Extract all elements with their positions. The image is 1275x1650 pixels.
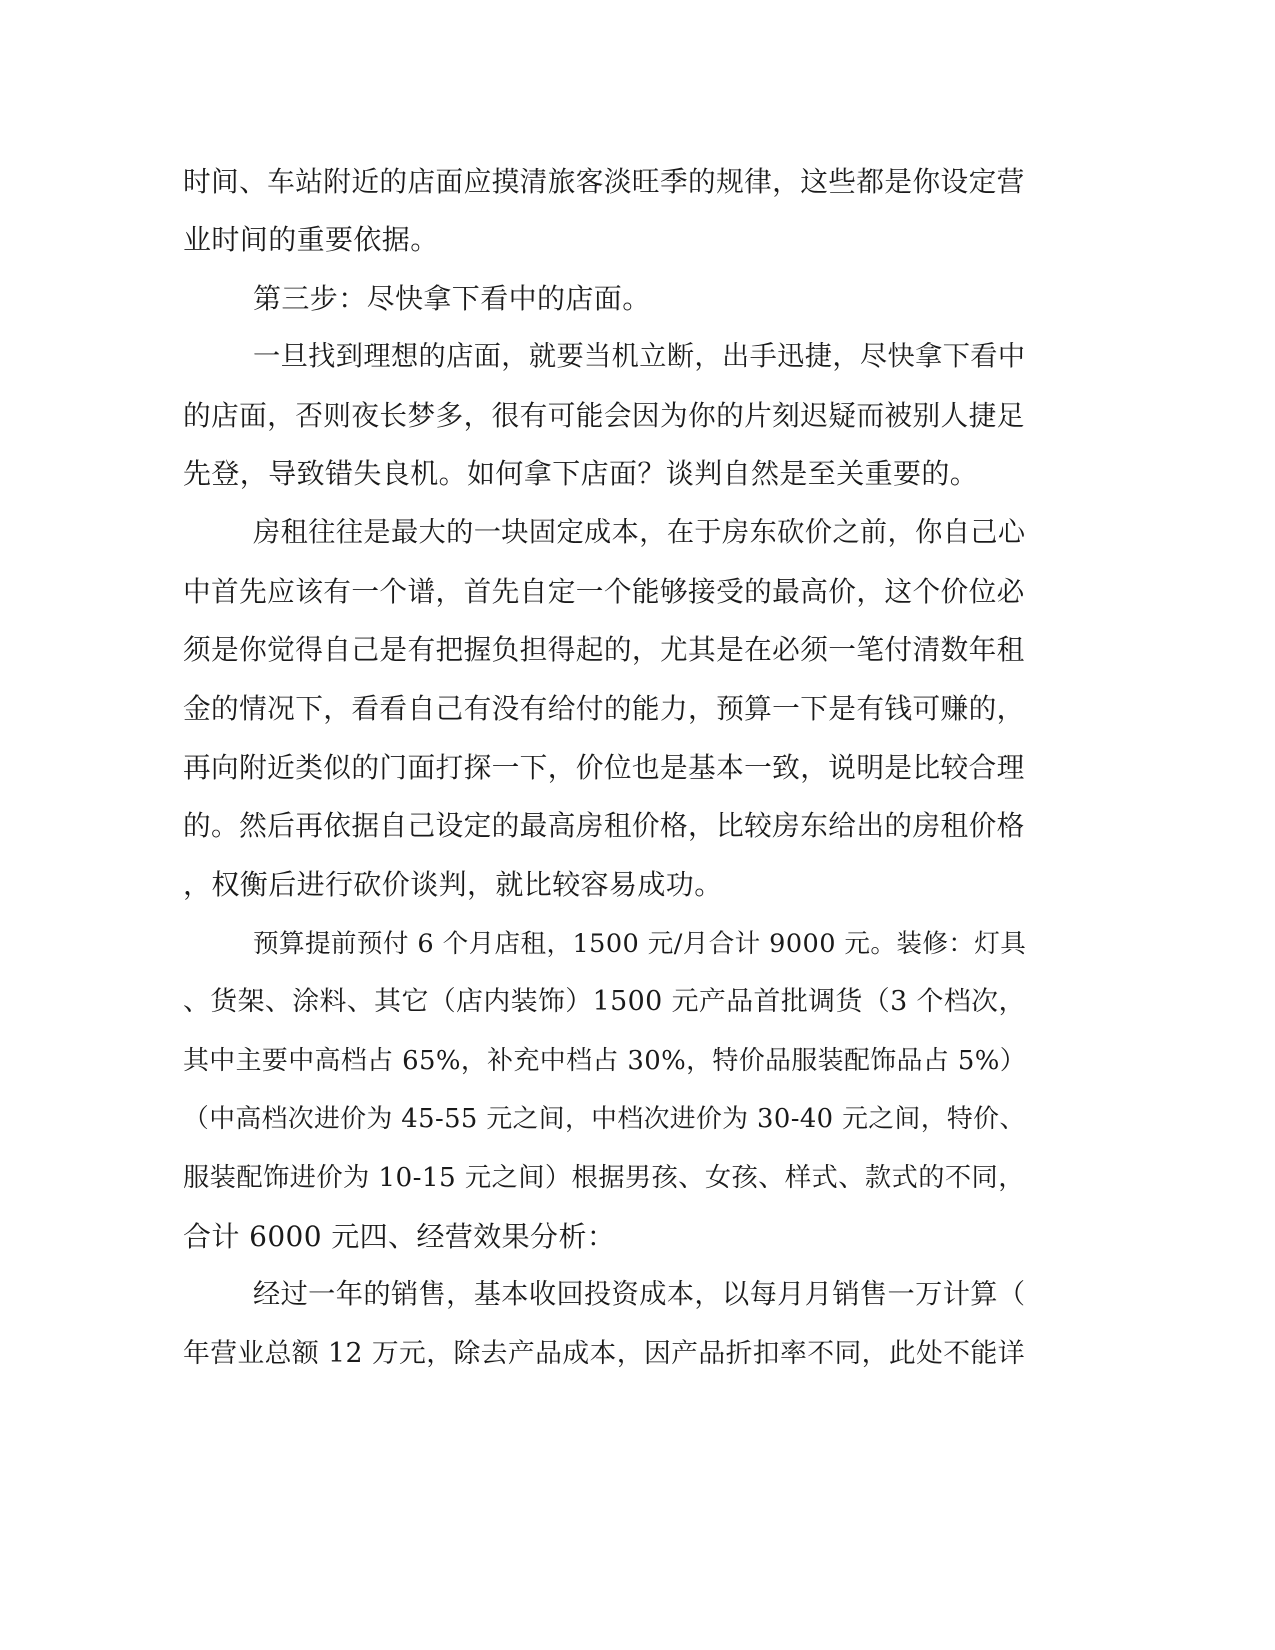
text-line: 再向附近类似的门面打探一下，价位也是基本一致，说明是比较合理	[183, 751, 1025, 784]
text-line: 先登，导致错失良机。如何拿下店面？谈判自然是至关重要的。	[183, 457, 979, 490]
text-line: 服装配饰进价为 10-15 元之间）根据男孩、女孩、样式、款式的不同，	[183, 1163, 1025, 1193]
text-line: 合计 6000 元四、经营效果分析：	[183, 1220, 616, 1253]
text-line: 房租往往是最大的一块固定成本，在于房东砍价之前，你自己心	[253, 517, 1026, 548]
text-line: 的。然后再依据自己设定的最高房租价格，比较房东给出的房租价格	[183, 809, 1025, 842]
text-line: 中首先应该有一个谱，首先自定一个能够接受的最高价，这个价位必	[183, 575, 1025, 608]
text-line: 经过一年的销售，基本收回投资成本，以每月月销售一万计算（	[253, 1279, 1026, 1310]
text-line: 金的情况下，看看自己有没有给付的能力，预算一下是有钱可赚的，	[183, 692, 1025, 725]
text-line: 其中主要中高档占 65%，补充中档占 30%，特价品服装配饰品占 5%）	[183, 1046, 1027, 1076]
text-line: 预算提前预付 6 个月店租，1500 元/月合计 9000 元。装修：灯具	[253, 929, 1027, 959]
step-heading: 第三步：尽快拿下看中的店面。	[253, 282, 651, 315]
text-line: 一旦找到理想的店面，就要当机立断，出手迅捷，尽快拿下看中	[253, 341, 1026, 372]
text-line: （中高档次进价为 45-55 元之间，中档次进价为 30-40 元之间，特价、	[183, 1104, 1026, 1134]
text-line: 时间、车站附近的店面应摸清旅客淡旺季的规律，这些都是你设定营	[183, 165, 1025, 198]
text-line: 、货架、涂料、其它（店内装饰）1500 元产品首批调货（3 个档次，	[183, 986, 1026, 1017]
text-line: ，权衡后进行砍价谈判，就比较容易成功。	[183, 868, 723, 901]
text-line: 的店面，否则夜长梦多，很有可能会因为你的片刻迟疑而被别人捷足	[183, 399, 1025, 432]
text-line: 业时间的重要依据。	[183, 223, 439, 256]
text-line: 年营业总额 12 万元，除去产品成本，因产品折扣率不同，此处不能详	[183, 1338, 1025, 1369]
text-line: 须是你觉得自己是有把握负担得起的，尤其是在必须一笔付清数年租	[183, 633, 1025, 666]
